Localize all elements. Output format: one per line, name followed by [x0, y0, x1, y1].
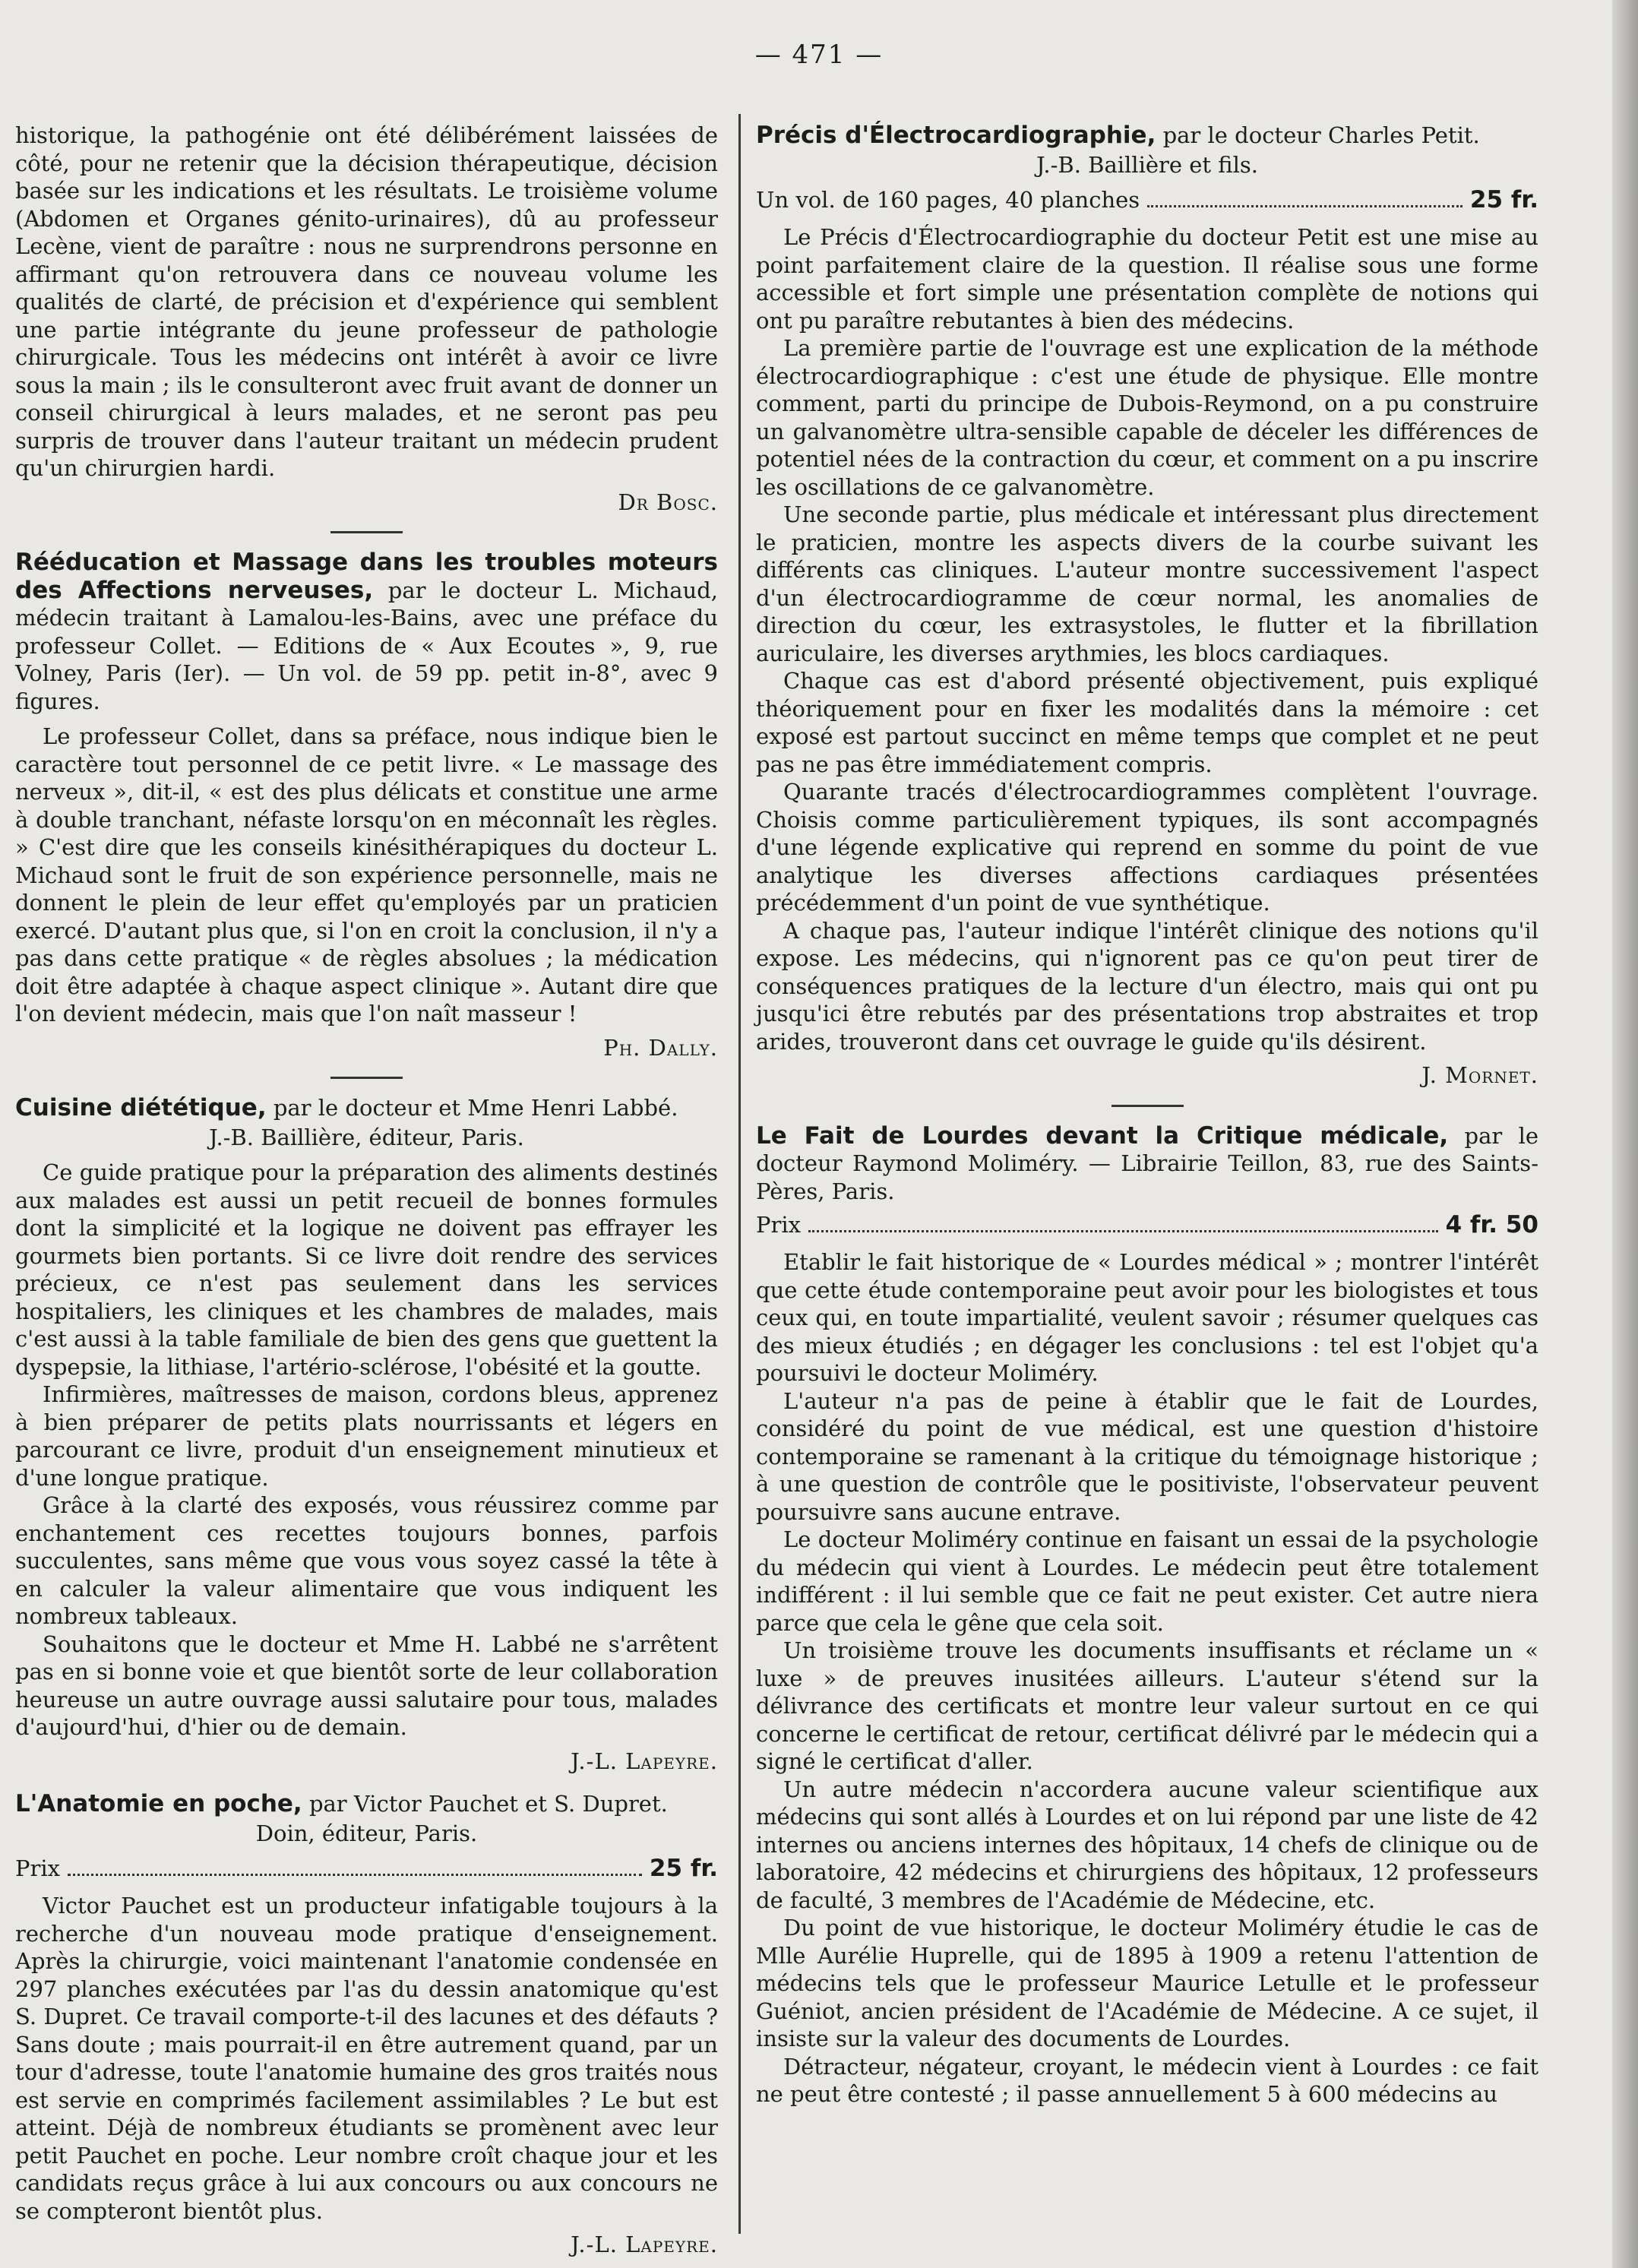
review-byline: par Victor Pauchet et S. Dupret. [308, 1791, 668, 1817]
price-line [756, 1211, 1538, 1239]
price-label: Un vol. de 160 pages, 40 planches [756, 187, 1140, 213]
review-title: Précis d'Électrocardiographie, [756, 122, 1156, 149]
review-byline: par le docteur Raymond Moliméry. — Librairie Teillon, 83, rue des Saints-Pères, Paris. [756, 1122, 1539, 1204]
review-paragraph: Un autre médecin n'accordera aucune valeur scientifique aux médecins qui sont allés à Lourdes et on lui répond par une liste de 42 internes ou anciens internes des hôpitaux, 14 chefs de clinique ou de laboratoire, 42 médecins et chirurgiens des hôpitaux, 12 professeurs de faculté, 3 membres de l'Académie de Médecine, etc. [756, 1776, 1538, 1913]
review-heading [15, 1094, 718, 1122]
review-title: Le Fait de Lourdes devant la Critique médicale, [756, 1121, 1449, 1150]
price-line [756, 186, 1538, 214]
price-line [15, 1855, 718, 1883]
review-paragraph: Détracteur, négateur, croyant, le médecin vient à Lourdes : ce fait ne peut être contesté ; il passe annuellement 5 à 600 médecins au [756, 2053, 1538, 2107]
review-heading [15, 549, 718, 715]
review-paragraph: Ce guide pratique pour la préparation des aliments destinés aux malades est aussi un petit recueil de bonnes formules dont la simplicité et la logique ne doivent pas effrayer les gourmets bien portants. Si ce livre doit rendre des services précieux, ce n'est pas seulement dans les services hospitaliers, les cliniques et les chambres de malades, mais c'est aussi à la table familiale de bien des gens que guettent la dyspepsie, la lithiase, l'artério-sclérose, l'obésité et la goutte. [15, 1159, 718, 1380]
column-divider [738, 114, 741, 2234]
review-paragraph: Le docteur Moliméry continue en faisant un essai de la psychologie du médecin qui vient à Lourdes. Le médecin peut être totalement indifférent : il lui semble que ce fait ne peut exister. Cet autre niera parce que cela le gêne que cela soit. [756, 1526, 1538, 1636]
review-author: J.-L. Lapeyre. [571, 1748, 718, 1774]
review-heading [15, 1790, 718, 1818]
review-author: Dr Bosc. [618, 489, 718, 515]
price-label: Prix [756, 1212, 802, 1238]
review-electrocardiographie [756, 122, 1538, 1090]
review-lourdes [756, 1122, 1538, 2108]
section-rule [330, 531, 403, 533]
review-author: Ph. Dally. [603, 1034, 718, 1061]
price-amount: 25 fr. [1469, 186, 1538, 214]
review-heading [756, 1122, 1538, 1206]
review-paragraph: Une seconde partie, plus médicale et intéressant plus directement le praticien, montre les aspects divers de la courbe suivant les différents cas cliniques. L'auteur montre successivement l'aspect d'un électrocardiogramme de cœur normal, les anomalies de direction du cœur, les extrasystoles, le flutter et la fibrillation auriculaire, les diverses arythmies, les blocs cardiaques. [756, 501, 1538, 666]
review-text: Victor Pauchet est un producteur infatigable toujours à la recherche d'un nouveau mode pratique d'enseignement. Après la chirurgie, voici maintenant l'anatomie condensée en 297 planches exécutées par l'as du dessin anatomique qu'est S. Dupret. Ce travail comporte-t-il des lacunes et des défauts ? Sans doute ; mais pourrait-il en être autrement quand, par un tour d'adresse, toute l'anatomie humaine des gros traités nous est servie en comprimés facilement assimilables ? Le but est atteint. Déjà de nombreux étudiants se promènent avec leur petit Pauchet en poche. Leur nombre croît chaque jour et les candidats reçus grâce à lui aux concours ou aux concours ne se compteront bientôt plus. [15, 1893, 718, 2224]
review-publisher: J.-B. Baillière, éditeur, Paris. [209, 1124, 524, 1150]
review-paragraph: Quarante tracés d'électrocardiogrammes complètent l'ouvrage. Choisis comme particulièrement typiques, ils sont accompagnés d'une légende explicative qui reprend en somme du point de vue analytique les diverses affections cardiaques présentées précédemment d'un point de vue synthétique. [756, 779, 1538, 916]
price-amount: 4 fr. 50 [1445, 1211, 1538, 1238]
section-rule [330, 1077, 403, 1079]
review-paragraph: Un troisième trouve les documents insuffisants et réclame un « luxe » de preuves inusitées ailleurs. L'auteur s'étend sur la délivrance des certificats et montre leur valeur surtout en ce qui concerne le certificat de retour, certificat délivré par le médecin qui a signé le certificat d'aller. [756, 1637, 1538, 1774]
price-amount: 25 fr. [649, 1855, 718, 1882]
review-publisher: J.-B. Baillière et fils. [1036, 151, 1258, 178]
right-column [756, 122, 1538, 2222]
section-rule [1112, 1105, 1184, 1107]
page-edge-shadow [1612, 0, 1638, 2268]
review-title: Rééducation et Massage dans les troubles moteurs des Affections nerveuses, [15, 549, 718, 604]
review-cuisine [15, 1094, 718, 1775]
review-paragraph: Du point de vue historique, le docteur Moliméry étudie le cas de Mlle Aurélie Huprelle, qui de 1895 à 1909 a retenu l'attention de médecins tels que le professeur Maurice Letulle et le professeur Guéniot, ancien président de l'Académie de Médecine. A ce sujet, il insiste sur la valeur des documents de Lourdes. [756, 1915, 1538, 2051]
review-paragraph: Le Précis d'Électrocardiographie du docteur Petit est une mise au point parfaitement claire de la question. Il réalise sous une forme accessible et fort simple une présentation complète de notions qui ont pu paraître rebutantes à bien des médecins. [756, 224, 1538, 334]
review-author: J. Mornet. [1421, 1062, 1538, 1088]
review-paragraph: Infirmières, maîtresses de maison, cordons bleus, apprenez à bien préparer de petits plats nourrissants et légers en parcourant ce livre, produit d'un enseignement minutieux et d'une longue pratique. [15, 1381, 718, 1491]
review-byline: par le docteur et Mme Henri Labbé. [273, 1095, 678, 1121]
review-byline: par le docteur Charles Petit. [1162, 122, 1480, 148]
review-paragraph: Grâce à la clarté des exposés, vous réussirez comme par enchantement ces recettes toujours bonnes, parfois succulentes, sans même que vous vous soyez cassé la tête à en calculer la valeur alimentaire que vous indiquent les nombreux tableaux. [15, 1492, 718, 1629]
review-reeducation [15, 549, 718, 1061]
left-column [15, 122, 718, 2257]
review-paragraph: Chaque cas est d'abord présenté objectivement, puis expliqué théoriquement pour en fixer les modalités dans la mémoire : cet exposé est partout succinct en même temps que complet et ne peut pas ne pas être immédiatement compris. [756, 668, 1538, 777]
review-heading [756, 122, 1538, 150]
review-paragraph: Etablir le fait historique de « Lourdes médical » ; montrer l'intérêt que cette étude contemporaine peut avoir pour les biologistes et tous ceux qui, en toute impartialité, veulent savoir ; résumer quelques cas des mieux étudiés ; en dégager les conclusions : tel est l'objet qu'a poursuivi le docteur Moliméry. [756, 1249, 1538, 1386]
review-text: Le professeur Collet, dans sa préface, nous indique bien le caractère tout personnel de ce petit livre. « Le massage des nerveux », dit-il, « est des plus délicats et constitue une arme à double tranchant, néfaste lorsqu'on en méconnaît les règles. » C'est dire que les conseils kinésithérapiques du docteur L. Michaud sont le fruit de son expérience personnelle, mais ne donnent le plein de leur effet qu'employés par un praticien exercé. D'autant plus que, si l'on en croit la conclusion, il n'y a pas dans cette pratique « de règles absolues ; la médication doit être adaptée à chaque aspect clinique ». Autant dire que l'on devient médecin, mais que l'on naît masseur ! [15, 723, 718, 1026]
review-title: Cuisine diététique, [15, 1094, 267, 1121]
review-paragraph: L'auteur n'a pas de peine à établir que le fait de Lourdes, considéré du point de vue médical, est une question d'histoire contemporaine se ramenant à la critique du témoignage historique ; à une question de contrôle que le positiviste, l'observateur peuvent poursuivre sans aucune entrave. [756, 1387, 1538, 1525]
price-leader-dots [68, 1874, 642, 1876]
review-paragraph: A chaque pas, l'auteur indique l'intérêt clinique des notions qu'il expose. Les médecins, qui n'ignorent pas ce qu'on peut tirer de conséquences pratiques de la lecture d'un électro, mais qui ont pu jusqu'ici être rebutés par des présentations trop abstraites et trop arides, trouveront dans cet ouvrage le guide qu'ils désirent. [756, 917, 1538, 1055]
price-label: Prix [15, 1855, 61, 1881]
review-publisher: Doin, éditeur, Paris. [255, 1820, 478, 1846]
review-continuation [15, 122, 718, 516]
review-paragraph: Souhaitons que le docteur et Mme H. Labbé ne s'arrêtent pas en si bonne voie et que bientôt sorte de leur collaboration heureuse un autre ouvrage aussi salutaire pour tous, malades d'aujourd'hui, d'hier ou de demain. [15, 1631, 718, 1740]
page-number: — 471 — [754, 40, 884, 70]
review-author: J.-L. Lapeyre. [571, 2232, 718, 2257]
review-text: historique, la pathogénie ont été délibérément laissées de côté, pour ne retenir que la décision thérapeutique, décision basée sur les indications et les résultats. Le troisième volume (Abdomen et Organes génito-urinaires), dû au professeur Lecène, vient de paraître : nous ne surprendrons personne en affirmant qu'on retrouvera dans ce nouveau volume les qualités de clarté, de précision et d'expérience qui semblent une partie intégrante du jeune professeur de pathologie chirurgicale. Tous les médecins ont intérêt à avoir ce livre sous la main ; ils le consulteront avec fruit avant de donner un conseil chirurgical à leurs malades, et ne seront pas peu surpris de trouver dans l'auteur traitant un médecin prudent qu'un chirurgien hardi. [15, 122, 718, 481]
review-anatomie [15, 1790, 718, 2259]
review-title: L'Anatomie en poche, [15, 1790, 302, 1817]
price-leader-dots [1147, 205, 1462, 207]
review-byline: par le docteur L. Michaud, médecin traitant à Lamalou-les-Bains, avec une préface du professeur Collet. — Editions de « Aux Ecoutes », 9, rue Volney, Paris (Ier). — Un vol. de 59 pp. petit in-8°, avec 9 figures. [15, 577, 718, 714]
price-leader-dots [808, 1230, 1438, 1232]
review-paragraph: La première partie de l'ouvrage est une explication de la méthode électrocardiographique : c'est une étude de physique. Elle montre comment, parti du principe de Dubois-Reymond, on a pu construire un galvanomètre ultra-sensible capable de déceler les différences de potentiel nées de la contraction du cœur, et comment on a pu inscrire les oscillations de ce galvanomètre. [756, 335, 1538, 500]
